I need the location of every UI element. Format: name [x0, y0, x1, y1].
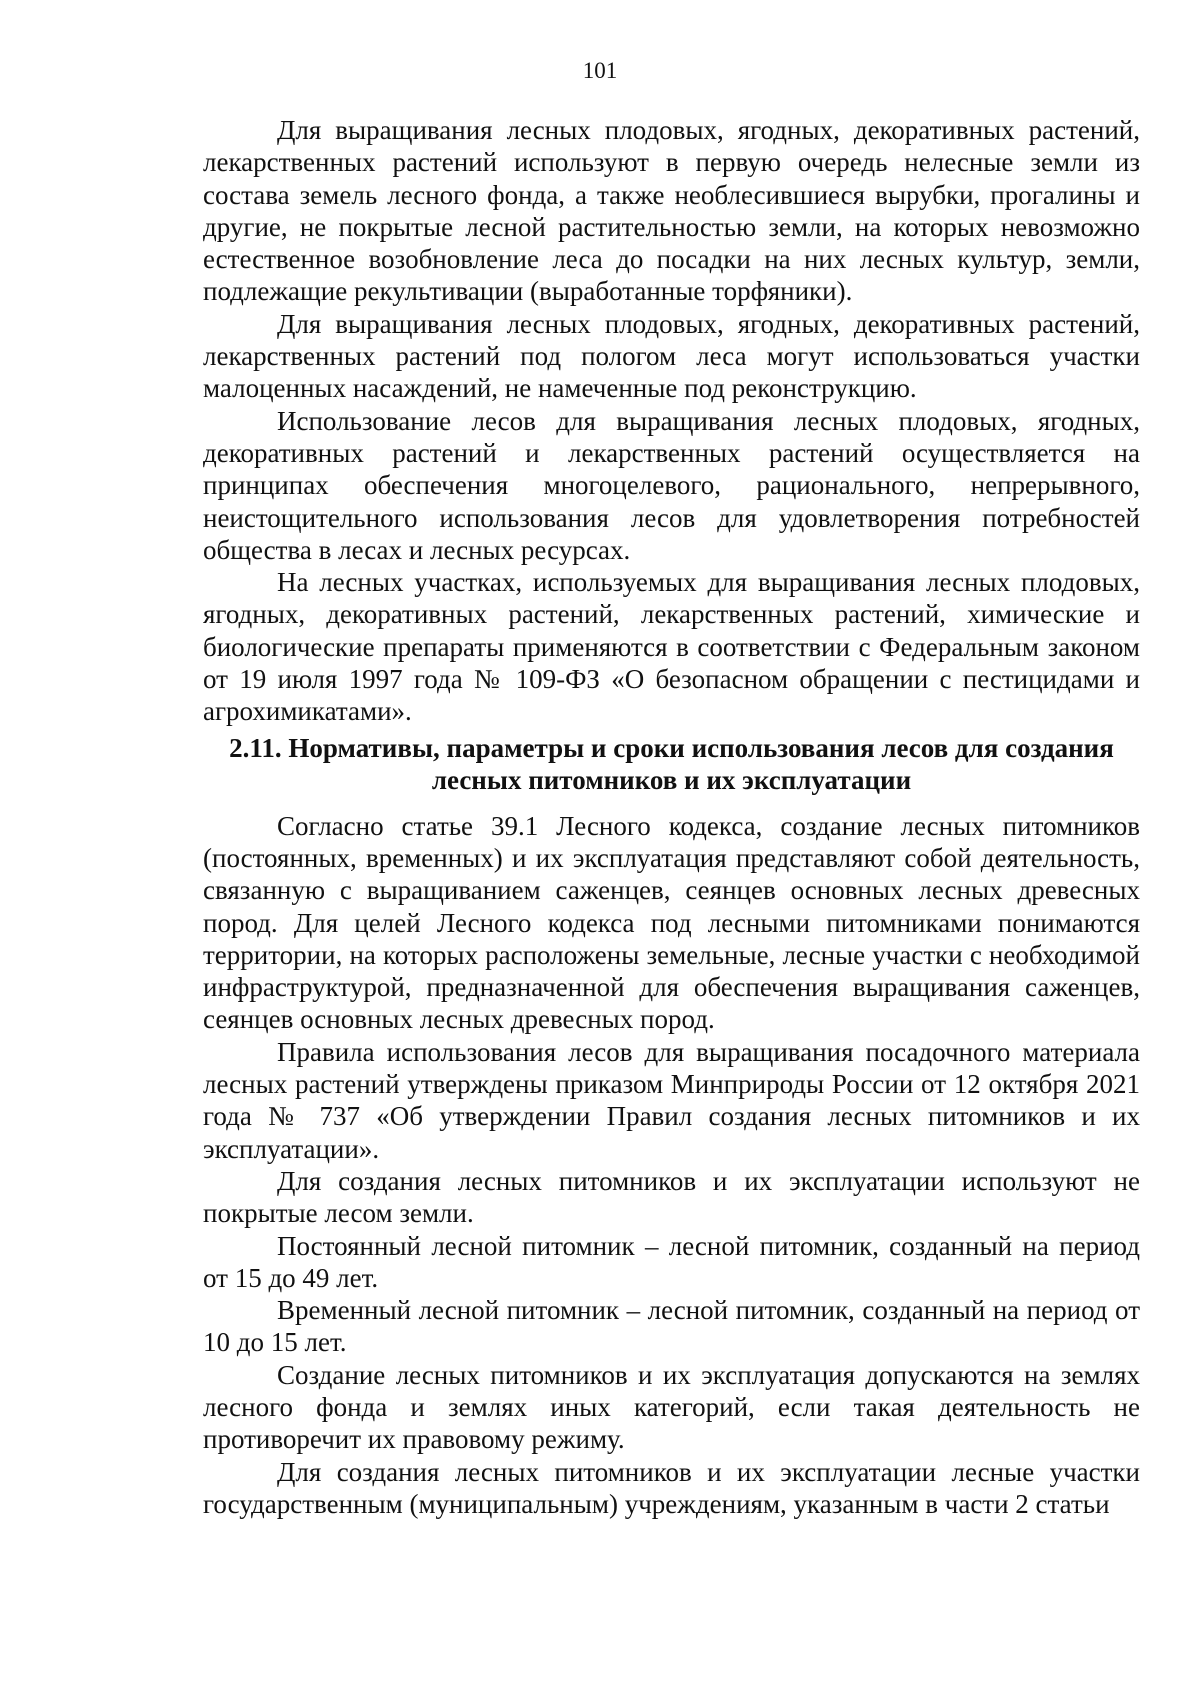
- paragraph-permanent-nursery: Постоянный лесной питомник – лесной питомник, созданный на период от 15 до 49 лет.: [203, 1230, 1140, 1293]
- section-heading: [203, 732, 1140, 796]
- paragraph-temporary-nursery: Временный лесной питомник – лесной питомник, созданный на период от 10 до 15 лет.: [203, 1295, 1140, 1358]
- paragraph-state-institutions: Для создания лесных питомников и их эксплуатации лесные участки государственным (муниципальным) учреждениям, указанным в части 2 статьи: [203, 1456, 1140, 1519]
- paragraph-rules-order-737: Правила использования лесов для выращивания посадочного материала лесных растений утверждены приказом Минприроды России от 12 октября 2021 года № 737 «Об утверждении Правил создания лесных питомников и их эксплуатации».: [203, 1036, 1140, 1164]
- paragraph-use-principles: Использование лесов для выращивания лесных плодовых, ягодных, декоративных растений и лекарственных растений осуществляется на принципах обеспечения многоцелевого, рационального, непрерывного, неистощительного использования лесов для удовлетворения потребностей общества в лесах и лесных ресурсах.: [203, 405, 1140, 565]
- section-heading-line-1: 2.11. Нормативы, параметры и сроки использования лесов для создания: [229, 732, 1114, 763]
- document-body: [203, 114, 1140, 1520]
- page-number: 101: [582, 58, 618, 83]
- section-heading-line-2: лесных питомников и их эксплуатации: [431, 764, 912, 795]
- paragraph-non-forested-lands: Для создания лесных питомников и их эксплуатации используют не покрытые лесом земли.: [203, 1165, 1140, 1229]
- paragraph-land-categories: Создание лесных питомников и их эксплуатация допускаются на землях лесного фонда и землях иных категорий, если такая деятельность не противоречит их правовому режиму.: [203, 1359, 1140, 1455]
- paragraph-canopy-plots: Для выращивания лесных плодовых, ягодных, декоративных растений, лекарственных растений под пологом леса могут использоваться участки малоценных насаждений, не намеченные под реконструкцию.: [203, 308, 1140, 404]
- paragraph-nonforest-lands: Для выращивания лесных плодовых, ягодных, декоративных растений, лекарственных растений используют в первую очередь нелесные земли из состава земель лесного фонда, а также необлесившиеся вырубки, прогалины и другие, не покрытые лесной растительностью земли, на которых невозможно естественное возобновление леса до посадки на них лесных культур, земли, подлежащие рекультивации (выработанные торфяники).: [203, 115, 1140, 307]
- paragraph-article-39-1: Согласно статье 39.1 Лесного кодекса, создание лесных питомников (постоянных, временных) и их эксплуатация представляют собой деятельность, связанную с выращиванием саженцев, сеянцев основных лесных древесных пород. Для целей Лесного кодекса под лесными питомниками понимаются территории, на которых расположены земельные, лесные участки с необходимой инфраструктурой, предназначенной для обеспечения выращивания саженцев, сеянцев основных лесных древесных пород.: [203, 810, 1140, 1035]
- paragraph-chemicals-law: На лесных участках, используемых для выращивания лесных плодовых, ягодных, декоративных растений, лекарственных растений, химические и биологические препараты применяются в соответствии с Федеральным законом от 19 июля 1997 года № 109-ФЗ «О безопасном обращении с пестицидами и агрохимикатами».: [203, 567, 1140, 727]
